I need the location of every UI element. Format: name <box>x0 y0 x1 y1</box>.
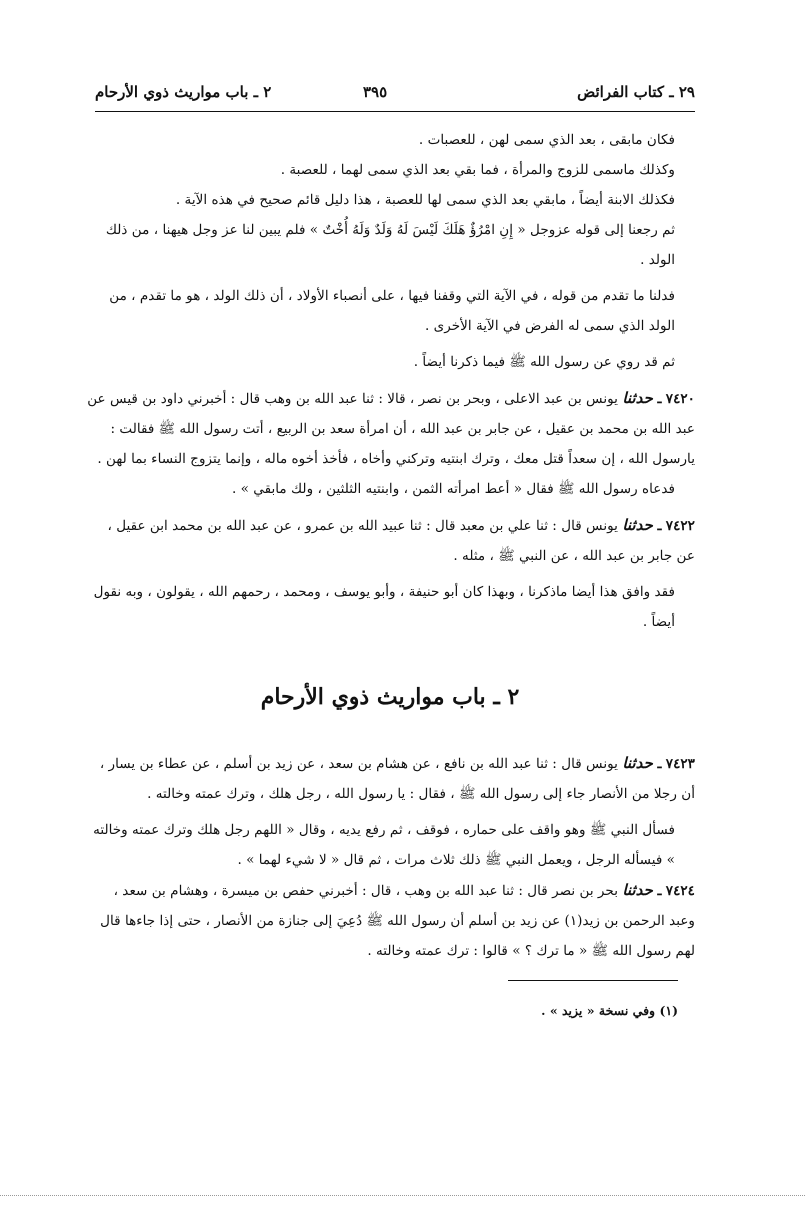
header-book-title: ٢٩ ـ كتاب الفرائض <box>577 83 695 101</box>
hadith-followup: فقد وافق هذا أيضا ماذكرنا ، وبهذا كان أبو حنيفة ، وأبو يوسف ، ومحمد ، رحمهم الله ، يقولون ، وبه نقول أيضاً . <box>93 584 675 630</box>
hadith-text: يونس قال : ثنا عبد الله بن نافع ، عن هشام بن سعد ، عن زيد بن أسلم ، عن عطاء بن يسار ، أن رجلا من الأنصار جاء إلى رسول الله ﷺ ، فقال : يا رسول الله ، رجل هلك ، وترك عمته وخالته . <box>99 756 695 802</box>
hadith-number: ٧٤٢٢ <box>665 518 695 534</box>
paragraph: فكان مابقى ، بعد الذي سمى لهن ، للعصبات . <box>418 132 675 148</box>
paragraph: فدلنا ما تقدم من قوله ، في الآية التي وقفنا فيها ، على أنصباء الأولاد ، أن ذلك الولد ، هو ما تقدم ، من الولد الذي سمى له الفرض في الآية الأخرى . <box>109 288 675 334</box>
header-chapter-title: ٢ ـ باب مواريث ذوي الأرحام <box>95 83 272 101</box>
hadith-7424: ٧٤٢٤ ـ حدثنا بحر بن نصر قال : ثنا عبد الله بن وهب ، قال : أخبرني حفص بن ميسرة ، وهشام بن سعد ، وعبد الرحمن بن زيد(١) عن زيد بن أسلم أن رسول الله ﷺ دُعِيَ إلى جنازة من الأنصار ، حتى إذا جاءها قال لهم رسول الله ﷺ « ما ترك ؟ » قالوا : ترك عمته وخالته . <box>100 881 695 959</box>
hadith-7422: ٧٤٢٢ ـ حدثنا يونس قال : ثنا علي بن معبد قال : ثنا عبيد الله بن عمرو ، عن عبد الله بن محمد ابن عقيل ، عن جابر بن عبد الله ، عن النبي ﷺ ، مثله . <box>107 516 695 564</box>
hadith-number: ٧٤٢٠ <box>665 391 695 407</box>
hadith-followup: فسأل النبي ﷺ وهو واقف على حماره ، فوقف ، ثم رفع يديه ، وقال « اللهم رجل هلك وترك عمته وخالته » فيسأله الرجل ، ويعمل النبي ﷺ ذلك ثلاث مرات ، ثم قال « لا شيء لهما » . <box>93 822 675 868</box>
running-header <box>95 83 695 111</box>
scan-edge <box>0 1195 805 1196</box>
hadith-7420: ٧٤٢٠ ـ حدثنا يونس بن عبد الاعلى ، وبحر بن نصر ، قالا : ثنا عبد الله بن وهب قال : أخبرني داود بن قيس عن عبد الله بن محمد بن عقيل ، عن جابر بن عبد الله ، أن امرأة سعد بن الربيع ، أتت رسول الله ﷺ فقالت : يارسول الله ، إن سعداً قتل معك ، وترك ابنتيه وتركني وأخاه ، فأخذ أخوه ماله ، وإنما يتزوج النساء بما لهن . <box>87 389 695 467</box>
hadith-text: يونس قال : ثنا علي بن معبد قال : ثنا عبيد الله بن عمرو ، عن عبد الله بن محمد ابن عقيل ، عن جابر بن عبد الله ، عن النبي ﷺ ، مثله . <box>107 518 695 564</box>
haddathana-word: حدثنا <box>622 389 653 407</box>
hadith-followup: فدعاه رسول الله ﷺ فقال « أعط امرأته الثمن ، وابنتيه الثلثين ، ولك مابقي » . <box>231 481 675 497</box>
haddathana-word: حدثنا <box>622 516 653 534</box>
main-text-top <box>85 125 695 637</box>
chapter-heading: ٢ ـ باب مواريث ذوي الأرحام <box>260 684 520 710</box>
hadith-text: يونس بن عبد الاعلى ، وبحر بن نصر ، قالا : ثنا عبد الله بن وهب قال : أخبرني داود بن قيس عن عبد الله بن محمد بن عقيل ، عن جابر بن عبد الله ، أن امرأة سعد بن الربيع ، أتت رسول الله ﷺ فقالت : يارسول الله ، إن سعداً قتل معك ، وترك ابنتيه وتركني وأخاه ، فأخذ أخوه ماله ، وإنما يتزوج النساء بما لهن . <box>87 391 695 467</box>
header-divider <box>95 111 695 112</box>
paragraph: ثم رجعنا إلى قوله عزوجل « إِنِ امْرُؤٌ هَلَكَ لَيْسَ لَهُ وَلَدٌ وَلَهُ أُخْتٌ » فلم يبين لنا عز وجل هيهنا ، من ذلك الولد . <box>105 222 675 268</box>
paragraph: وكذلك ماسمى للزوج والمرأة ، فما بقي بعد الذي سمى لهما ، للعصبة . <box>280 162 675 178</box>
hadith-number: ٧٤٢٣ <box>665 756 695 772</box>
hadith-number: ٧٤٢٤ <box>665 883 695 899</box>
paragraph: ثم قد روي عن رسول الله ﷺ فيما ذكرنا أيضاً . <box>413 354 675 370</box>
paragraph: فكذلك الابنة أيضاً ، مابقي بعد الذي سمى لها للعصبة ، هذا دليل قائم صحيح في هذه الآية . <box>175 192 675 208</box>
page-number: ٣٩٥ <box>363 83 388 101</box>
main-text-bottom <box>85 748 695 966</box>
footnote: (١) وفي نسخة « يزيد » . <box>541 1003 678 1018</box>
hadith-7423: ٧٤٢٣ ـ حدثنا يونس قال : ثنا عبد الله بن نافع ، عن هشام بن سعد ، عن زيد بن أسلم ، عن عطاء بن يسار ، أن رجلا من الأنصار جاء إلى رسول الله ﷺ ، فقال : يا رسول الله ، رجل هلك ، وترك عمته وخالته . <box>99 754 695 802</box>
footnote-divider <box>508 980 678 981</box>
hadith-text: بحر بن نصر قال : ثنا عبد الله بن وهب ، قال : أخبرني حفص بن ميسرة ، وهشام بن سعد ، وعبد الرحمن بن زيد(١) عن زيد بن أسلم أن رسول الله ﷺ دُعِيَ إلى جنازة من الأنصار ، حتى إذا جاءها قال لهم رسول الله ﷺ « ما ترك ؟ » قالوا : ترك عمته وخالته . <box>100 883 695 959</box>
haddathana-word: حدثنا <box>622 754 653 772</box>
haddathana-word: حدثنا <box>622 881 653 899</box>
